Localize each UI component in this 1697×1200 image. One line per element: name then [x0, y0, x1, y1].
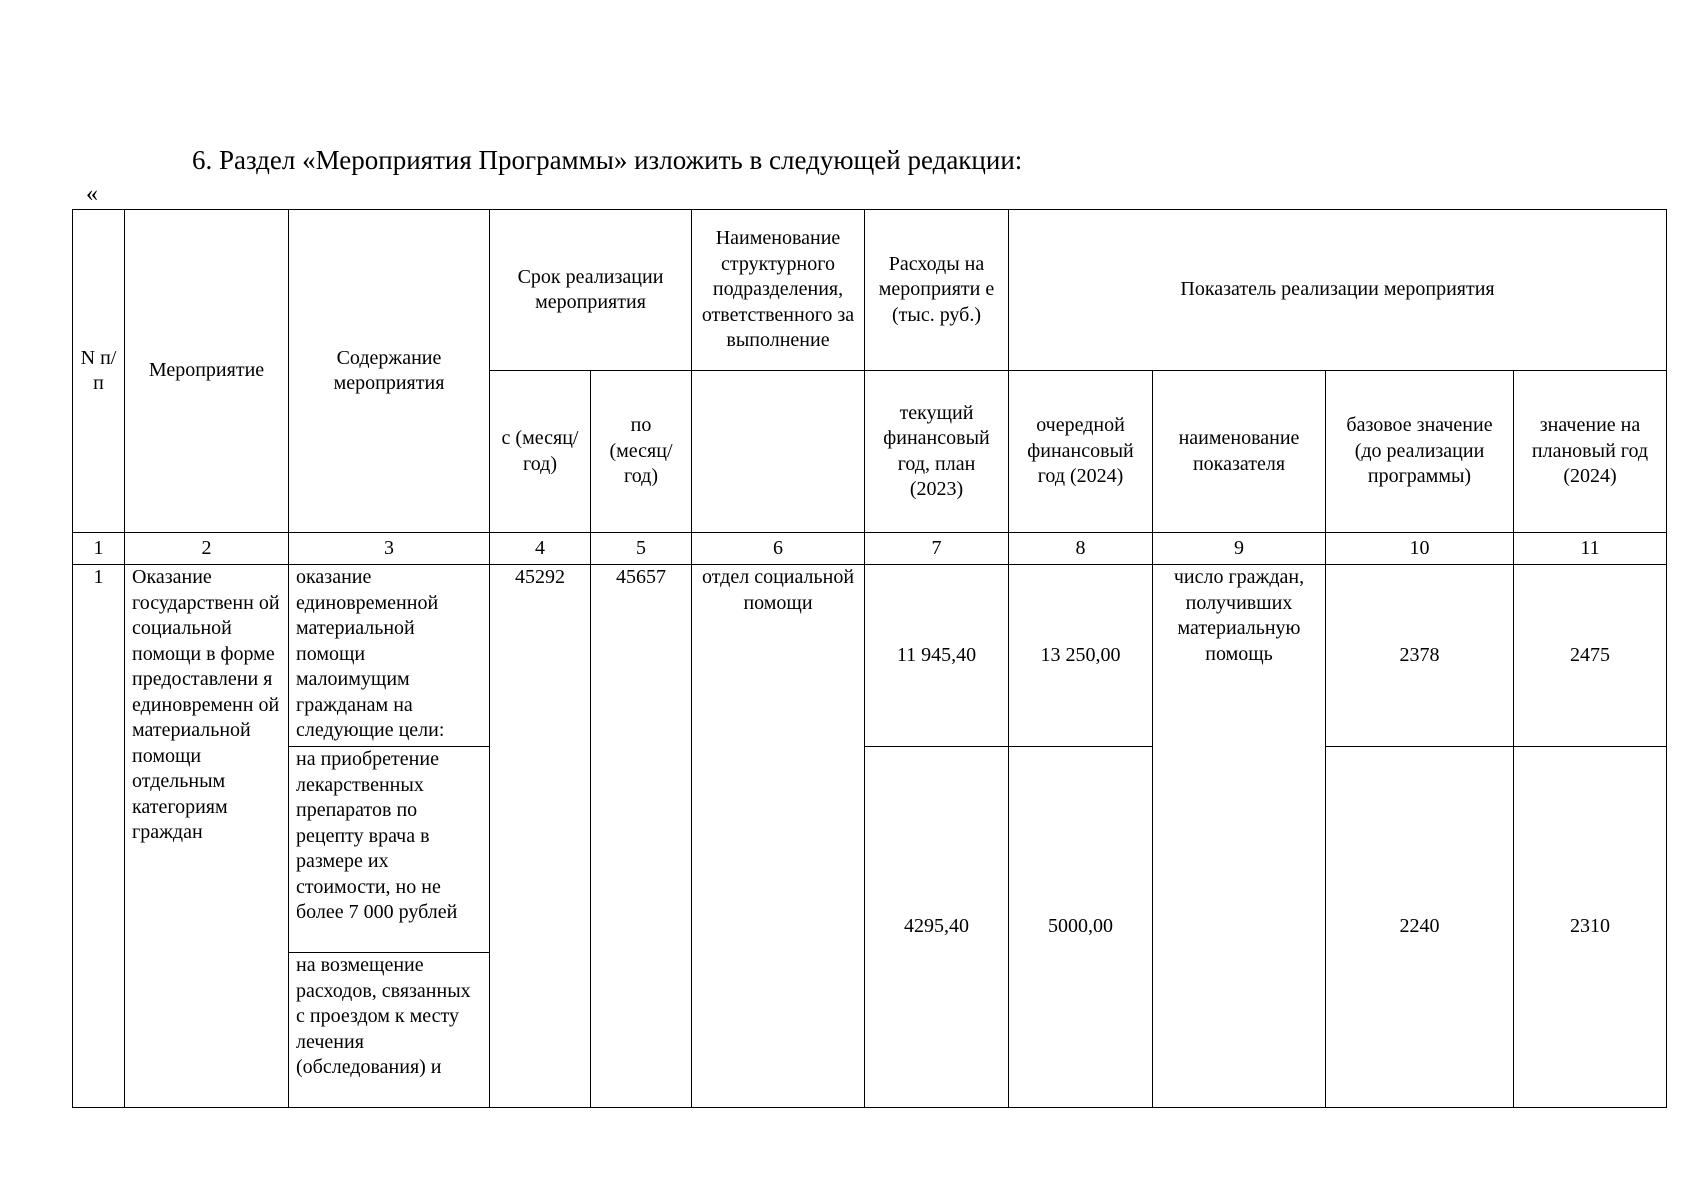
row-expenses-current: 4295,40: [865, 747, 1009, 1108]
column-number: 10: [1326, 533, 1514, 565]
column-number: 5: [591, 533, 692, 565]
table-row: [73, 565, 1667, 747]
column-number: 3: [289, 533, 490, 565]
program-events-table: [72, 209, 1667, 1108]
column-number: 4: [490, 533, 591, 565]
row-num: 1: [73, 565, 125, 1108]
header-indicator-base: базовое значение (до реализации программы): [1326, 371, 1514, 533]
opening-quote-mark: «: [86, 181, 98, 207]
table-row: [73, 747, 1667, 953]
header-indicator-name: наименование показателя: [1153, 371, 1326, 533]
column-numbers-row: [73, 533, 1667, 565]
header-indicator-plan: значение на плановый год (2024): [1514, 371, 1667, 533]
row-expenses-next: 13 250,00: [1009, 565, 1153, 747]
header-indicator: Показатель реализации мероприятия: [1009, 210, 1667, 371]
row-expenses-current: 11 945,40: [865, 565, 1009, 747]
row-expenses-next: 5000,00: [1009, 747, 1153, 1108]
row-content: оказание единовременной материальной помощи малоимущим гражданам на следующие цели:: [289, 565, 490, 747]
row-indicator-base: 2378: [1326, 565, 1514, 747]
header-department: Наименование структурного подразделения, ответственного за выполнение: [692, 210, 865, 371]
column-number: 11: [1514, 533, 1667, 565]
header-num: N п/п: [73, 210, 125, 533]
header-expenses-current: текущий финансовый год, план (2023): [865, 371, 1009, 533]
row-period-to: 45657: [591, 565, 692, 1108]
row-event: Оказание государственн ой социальной помощи в форме предоставлени я единовременн ой материальной помощи отдельным категориям граждан: [125, 565, 289, 1108]
column-number: 1: [73, 533, 125, 565]
header-content: Содержание мероприятия: [289, 210, 490, 533]
header-event: Мероприятие: [125, 210, 289, 533]
row-indicator-plan: 2475: [1514, 565, 1667, 747]
column-number: 6: [692, 533, 865, 565]
header-row-1: [73, 210, 1667, 371]
header-period-from: с (месяц/ год): [490, 371, 591, 533]
column-number: 8: [1009, 533, 1153, 565]
header-period-to: по (месяц/ год): [591, 371, 692, 533]
row-indicator-plan: 2310: [1514, 747, 1667, 1108]
row-period-from: 45292: [490, 565, 591, 1108]
section-heading: 6. Раздел «Мероприятия Программы» изложить в следующей редакции:: [192, 145, 1023, 175]
column-number: 9: [1153, 533, 1326, 565]
row-content: на возмещение расходов, связанных с проездом к месту лечения (обследования) и: [289, 953, 490, 1108]
row-department: отдел социальной помощи: [692, 565, 865, 1108]
header-period: Срок реализации мероприятия: [490, 210, 692, 371]
row-indicator-name: число граждан, получивших материальную помощь: [1153, 565, 1326, 1108]
header-department-empty: [692, 371, 865, 533]
column-number: 2: [125, 533, 289, 565]
column-number: 7: [865, 533, 1009, 565]
header-expenses: Расходы на мероприяти е (тыс. руб.): [865, 210, 1009, 371]
row-content: на приобретение лекарственных препаратов по рецепту врача в размере их стоимости, но не более 7 000 рублей: [289, 747, 490, 953]
header-expenses-next: очередной финансовый год (2024): [1009, 371, 1153, 533]
row-indicator-base: 2240: [1326, 747, 1514, 1108]
